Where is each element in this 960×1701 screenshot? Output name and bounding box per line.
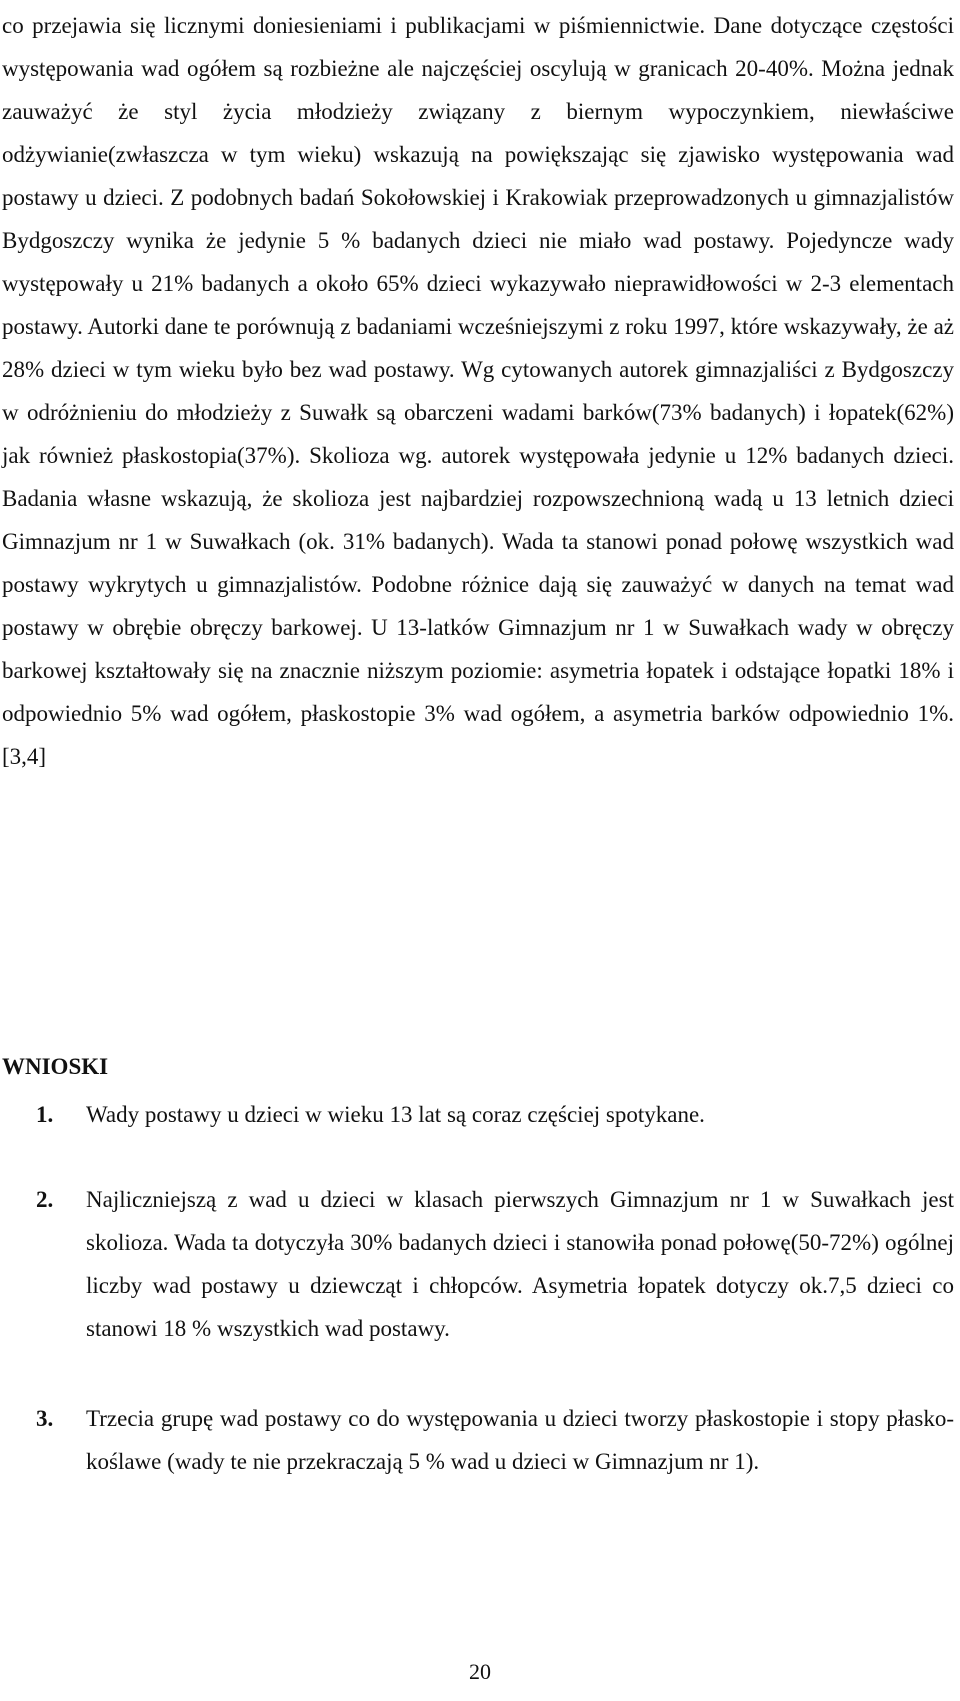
section-heading-wnioski: WNIOSKI	[2, 1054, 109, 1079]
list-item-text: Trzecia grupę wad postawy co do występowania u dzieci tworzy płaskostopie i stopy płasko-koślawe (wady te nie przekraczają 5 % wad u dzieci w Gimnazjum nr 1).	[86, 1406, 954, 1474]
conclusions-list-item-1	[2, 1093, 954, 1136]
list-item-text: Najliczniejszą z wad u dzieci w klasach pierwszych Gimnazjum nr 1 w Suwałkach jest skolioza. Wada ta dotyczyła 30% badanych dzieci i stanowiła ponad połowę(50-72%) ogólnej liczby wad postawy u dziewcząt i chłopców. Asymetria łopatek dotyczy ok.7,5 dzieci co stanowi 18 % wszystkich wad postawy.	[86, 1187, 954, 1341]
page-number: 20	[469, 1659, 491, 1684]
list-item	[2, 1397, 954, 1483]
body-paragraph: co przejawia się licznymi doniesieniami i publikacjami w piśmiennictwie. Dane dotyczące częstości występowania wad ogółem są rozbieżne ale najczęściej oscylują w granicach 20-40%. Można jednak zauważyć że styl życia młodzieży związany z biernym wypoczynkiem, niewłaściwe odżywianie(zwłaszcza w tym wieku) wskazują na powiększając się zjawisko występowania wad postawy u dzieci. Z podobnych badań Sokołowskiej i Krakowiak przeprowadzonych u gimnazjalistów Bydgoszczy wynika że jedynie 5 % badanych dzieci nie miało wad postawy. Pojedyncze wady występowały u 21% badanych a około 65% dzieci wykazywało nieprawidłowości w 2-3 elementach postawy. Autorki dane te porównują z badaniami wcześniejszymi z roku 1997, które wskazywały, że aż 28% dzieci w tym wieku było bez wad postawy. Wg cytowanych autorek gimnazjaliści z Bydgoszczy w odróżnieniu do młodzieży z Suwałk są obarczeni wadami barków(73% badanych) i łopatek(62%) jak również płaskostopia(37%). Skolioza wg. autorek występowała jedynie u 12% badanych dzieci. Badania własne wskazują, że skolioza jest najbardziej rozpowszechnioną wadą u 13 letnich dzieci Gimnazjum nr 1 w Suwałkach (ok. 31% badanych). Wada ta stanowi ponad połowę wszystkich wad postawy wykrytych u gimnazjalistów. Podobne różnice dają się zauważyć w danych na temat wad postawy w obrębie obręczy barkowej. U 13-latków Gimnazjum nr 1 w Suwałkach wady w obręczy barkowej kształtowały się na znacznie niższym poziomie: asymetria łopatek i odstające łopatki 18% i odpowiednio 5% wad ogółem, płaskostopie 3% wad ogółem, a asymetria barków odpowiednio 1%.[3,4]	[2, 13, 954, 769]
conclusions-list-item-3	[2, 1397, 954, 1483]
list-item-number: 3.	[36, 1406, 54, 1431]
list-item-text: Wady postawy u dzieci w wieku 13 lat są coraz częściej spotykane.	[86, 1102, 705, 1127]
list-item-number: 2.	[36, 1187, 54, 1212]
list-item	[2, 1093, 954, 1136]
list-item-number: 1.	[36, 1102, 54, 1127]
list-item	[2, 1178, 954, 1350]
conclusions-list-item-2	[2, 1178, 954, 1350]
